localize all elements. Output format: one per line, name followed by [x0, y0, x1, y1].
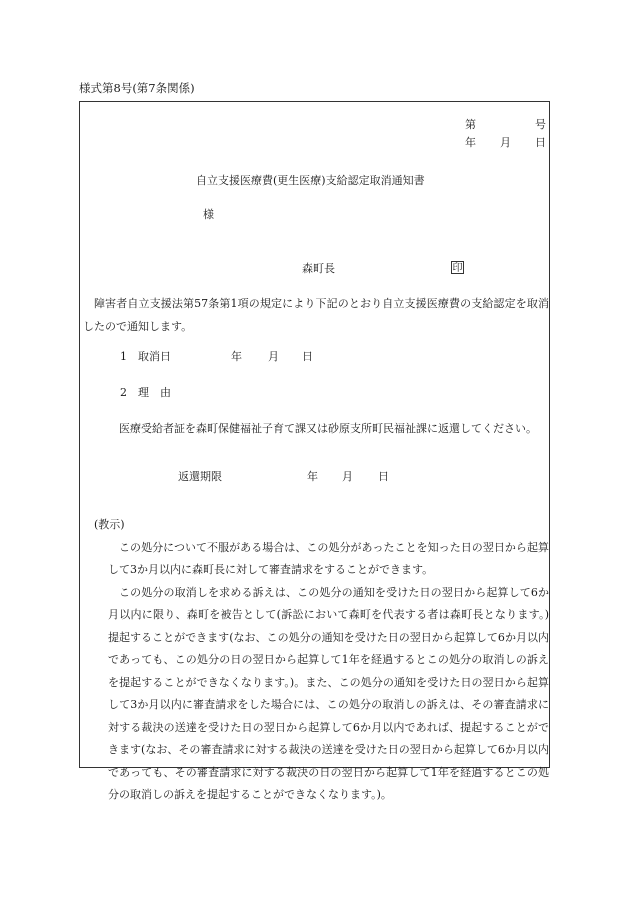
return-deadline-month: 月 — [342, 470, 353, 483]
instruction-section — [94, 514, 549, 807]
date-year: 年 — [465, 136, 476, 149]
cancel-date-label: 1 取消日 — [120, 350, 171, 363]
number-prefix: 第 — [465, 118, 476, 131]
cancel-date-year: 年 — [231, 350, 242, 363]
document-title: 自立支援医療費(更生医療)支給認定取消通知書 — [196, 174, 425, 187]
instruction-paragraph-2: この処分の取消しを求める訴えは、この処分の通知を受けた日の翌日から起算して6か月以内に限り、森町を被告として(訴訟において森町を代表する者は森町長となります。)提起することができます(なお、この処分の通知を受けた日の翌日から起算して6か月以内であっても、この処分の日の翌日から起算して1年を経過するとこの処分の取消しの訴えを提起することができなくなります。)。また、この処分の通知を受けた日の翌日から起算して3か月以内に審査請求をした場合には、この処分の取消しの訴えは、その審査請求に対する裁決の送達を受けた日の翌日から起算して6か月以内であれば、提起することができます(なお、その審査請求に対する裁決の送達を受けた日の翌日から起算して6か月以内であっても、その審査請求に対する裁決の日の翌日から起算して1年を経過するとこの処分の取消しの訴えを提起することができなくなります。)。 — [108, 585, 549, 801]
body-paragraph: 障害者自立支援法第57条第1項の規定により下記のとおり自立支援医療費の支給認定を取消したので通知します。 — [83, 297, 549, 333]
return-deadline-label: 返還期限 — [178, 470, 222, 483]
cancel-date-month: 月 — [268, 350, 279, 363]
date-day: 日 — [535, 136, 546, 149]
date-month: 月 — [500, 136, 511, 149]
return-deadline-day: 日 — [378, 470, 389, 483]
cancel-date-day: 日 — [302, 350, 313, 363]
return-paragraph: 医療受給者証を森町保健福祉子育て課又は砂原支所町民福祉課に返還してください。 — [119, 422, 537, 435]
number-suffix: 号 — [535, 118, 546, 131]
seal-mark: 印 — [452, 263, 463, 274]
recipient-suffix: 様 — [203, 208, 214, 221]
return-deadline-year: 年 — [307, 470, 318, 483]
instruction-heading: (教示) — [94, 518, 125, 531]
form-number-label: 様式第8号(第7条関係) — [79, 81, 195, 95]
issuer-name: 森町長 — [302, 262, 335, 275]
reason-label: 2 理 由 — [120, 386, 171, 399]
instruction-paragraph-1: この処分について不服がある場合は、この処分があったことを知った日の翌日から起算して3か月以内に森町長に対して審査請求をすることができます。 — [108, 540, 549, 576]
